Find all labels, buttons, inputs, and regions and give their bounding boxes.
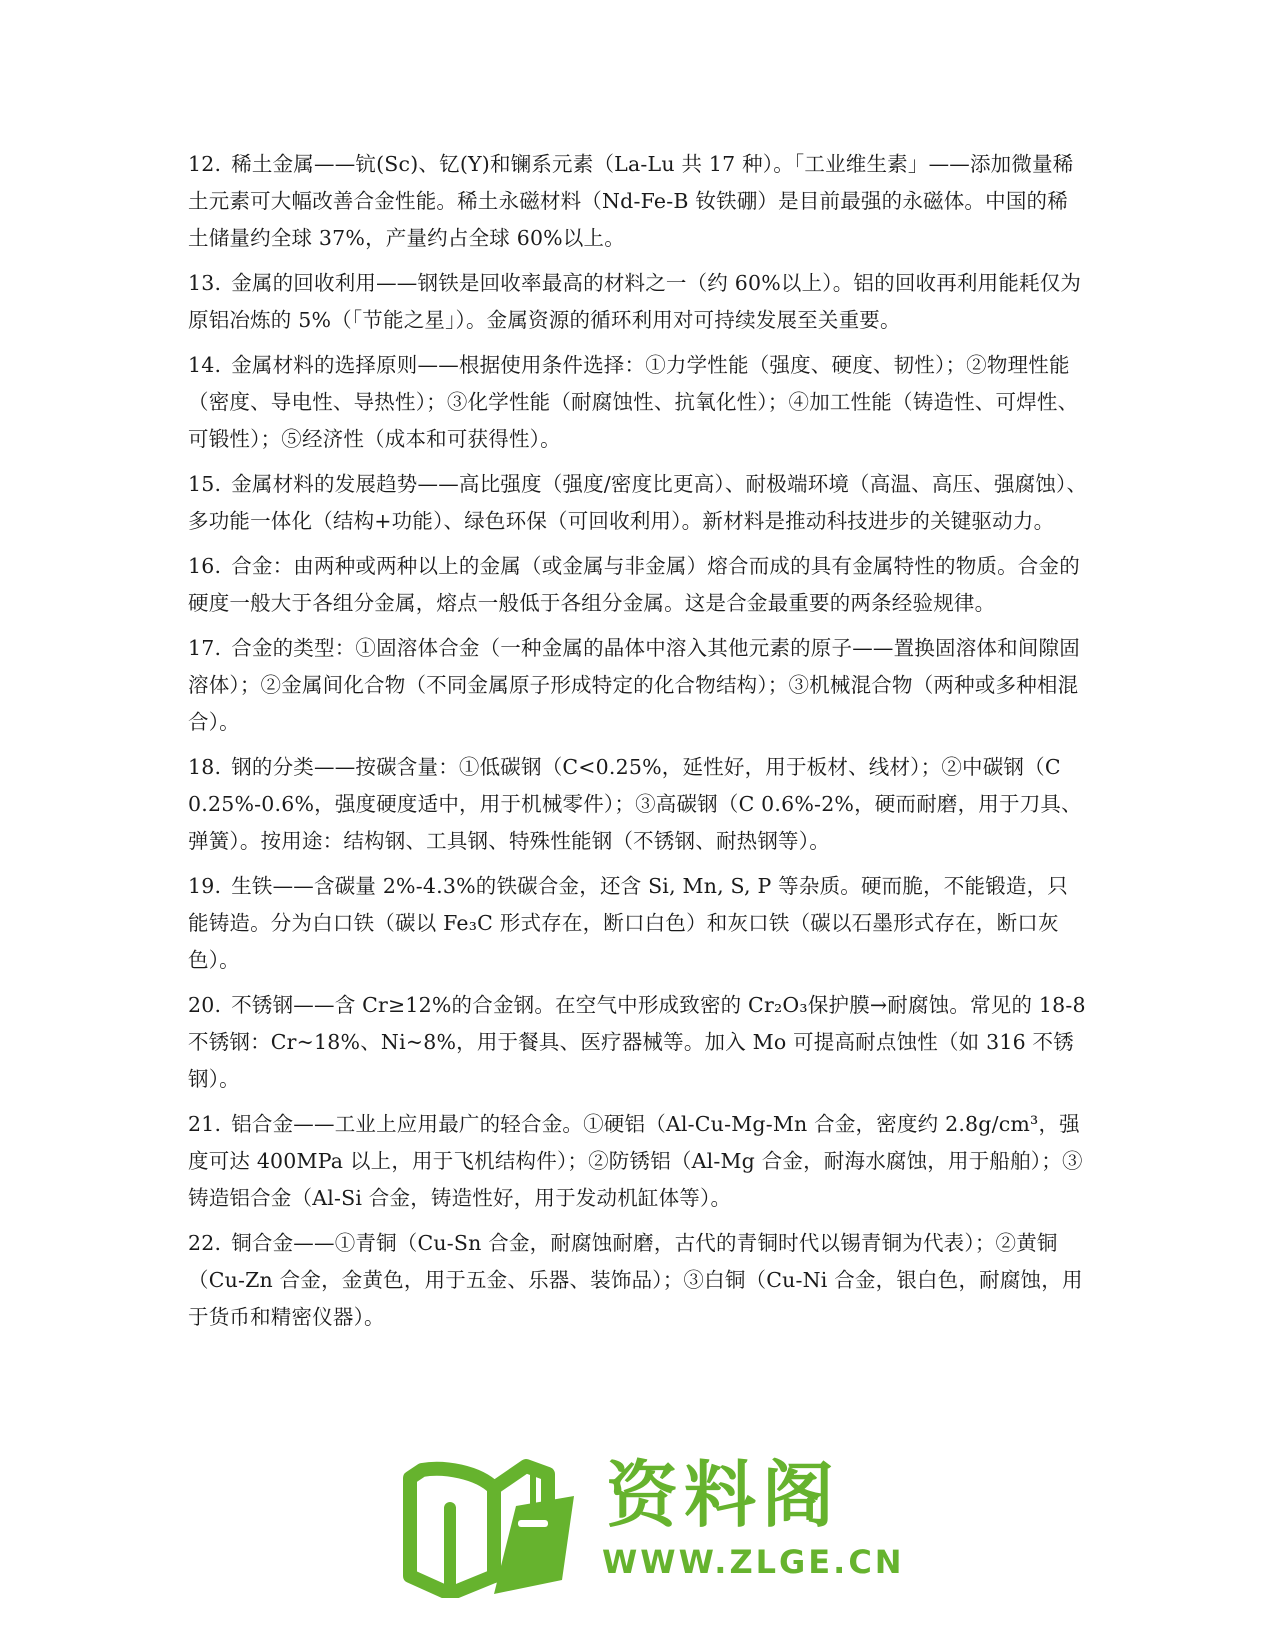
- paragraph-13: 13. 金属的回收利用——钢铁是回收率最高的材料之一（约 60%以上）。铝的回收再利用能耗仅为原铝冶炼的 5%（「节能之星」）。金属资源的循环利用对可持续发展至关重要。: [188, 271, 1082, 332]
- paragraph-16: 16. 合金：由两种或两种以上的金属（或金属与非金属）熔合而成的具有金属特性的物质。合金的硬度一般大于各组分金属，熔点一般低于各组分金属。这是合金最重要的两条经验规律。: [188, 554, 1080, 615]
- paragraph-17: 17. 合金的类型：①固溶体合金（一种金属的晶体中溶入其他元素的原子——置换固溶体和间隙固溶体）；②金属间化合物（不同金属原子形成特定的化合物结构）；③机械混合物（两种或多种相混合）。: [188, 636, 1080, 734]
- paragraph-21: 21. 铝合金——工业上应用最广的轻合金。①硬铝（Al-Cu-Mg-Mn 合金，密度约 2.8g/cm³，强度可达 400MPa 以上，用于飞机结构件）；②防锈铝（Al-Mg 合金，耐海水腐蚀，用于船舶）；③铸造铝合金（Al-Si 合金，铸造性好，用于发动机缸体等）。: [188, 1112, 1083, 1210]
- open-book-icon: [398, 1448, 588, 1598]
- document-body: [188, 146, 1088, 1344]
- paragraph-18: 18. 钢的分类——按碳含量：①低碳钢（C<0.25%，延性好，用于板材、线材）；②中碳钢（C 0.25%-0.6%，强度硬度适中，用于机械零件）；③高碳钢（C 0.6%-2%，硬而耐磨，用于刀具、弹簧）。按用途：结构钢、工具钢、特殊性能钢（不锈钢、耐热钢等）。: [188, 755, 1082, 853]
- paragraph-15: 15. 金属材料的发展趋势——高比强度（强度/密度比更高）、耐极端环境（高温、高压、强腐蚀）、多功能一体化（结构+功能）、绿色环保（可回收利用）。新材料是推动科技进步的关键驱动力。: [188, 472, 1088, 533]
- logo-url[interactable]: WWW.ZLGE.CN: [602, 1543, 905, 1581]
- paragraph-12: 12. 稀土金属——钪(Sc)、钇(Y)和镧系元素（La-Lu 共 17 种）。「工业维生素」——添加微量稀土元素可大幅改善合金性能。稀土永磁材料（Nd-Fe-B 钕铁硼）是目前最强的永磁体。中国的稀土储量约全球 37%，产量约占全球 60%以上。: [188, 152, 1074, 250]
- paragraph-22: 22. 铜合金——①青铜（Cu-Sn 合金，耐腐蚀耐磨，古代的青铜时代以锡青铜为代表）；②黄铜（Cu-Zn 合金，金黄色，用于五金、乐器、装饰品）；③白铜（Cu-Ni 合金，银白色，耐腐蚀，用于货币和精密仪器）。: [188, 1231, 1083, 1329]
- paragraph-20: 20. 不锈钢——含 Cr≥12%的合金钢。在空气中形成致密的 Cr₂O₃保护膜→耐腐蚀。常见的 18-8 不锈钢：Cr~18%、Ni~8%，用于餐具、医疗器械等。加入 Mo 可提高耐点蚀性（如 316 不锈钢）。: [188, 993, 1086, 1091]
- paragraph-19: 19. 生铁——含碳量 2%-4.3%的铁碳合金，还含 Si, Mn, S, P 等杂质。硬而脆，不能锻造，只能铸造。分为白口铁（碳以 Fe₃C 形式存在，断口白色）和灰口铁（碳以石墨形式存在，断口灰色）。: [188, 874, 1068, 972]
- site-logo: [398, 1448, 905, 1598]
- paragraph-14: 14. 金属材料的选择原则——根据使用条件选择：①力学性能（强度、硬度、韧性）；②物理性能（密度、导电性、导热性）；③化学性能（耐腐蚀性、抗氧化性）；④加工性能（铸造性、可焊性、可锻性）；⑤经济性（成本和可获得性）。: [188, 353, 1079, 451]
- logo-name: 资料阁: [606, 1453, 841, 1537]
